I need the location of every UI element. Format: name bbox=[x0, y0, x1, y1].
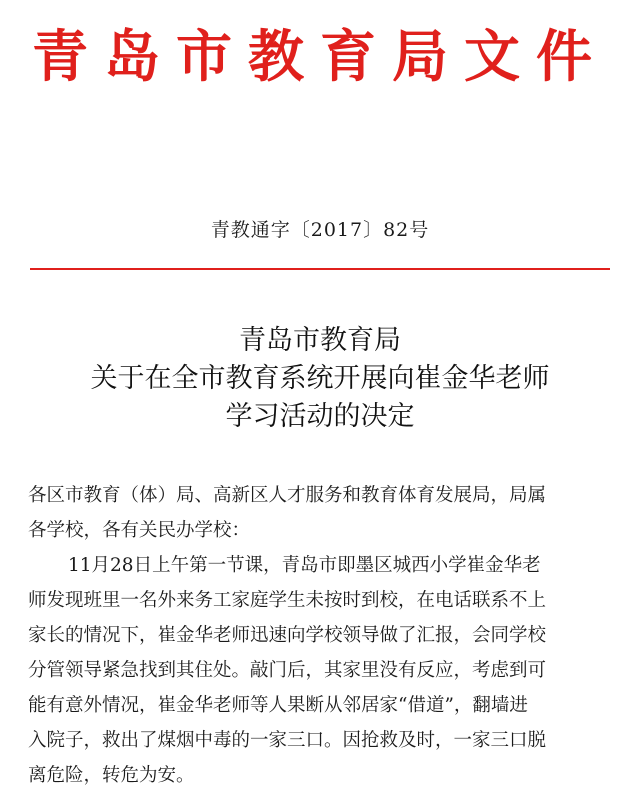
addressee-line: 各学校，各有关民办学校： bbox=[28, 520, 251, 541]
paragraph-line: 入院子，救出了煤烟中毒的一家三口。因抢救及时，一家三口脱 bbox=[28, 730, 547, 751]
paragraph-line: 分管领导紧急找到其住处。敲门后，其家里没有反应，考虑到可 bbox=[28, 660, 547, 681]
paragraph-line: 11月28日上午第一节课，青岛市即墨区城西小学崔金华老 bbox=[68, 555, 541, 576]
document-title bbox=[0, 322, 640, 436]
paragraph-line: 能有意外情况，崔金华老师等人果断从邻居家“借道”，翻墙进 bbox=[28, 695, 528, 716]
title-line-issuer: 青岛市教育局 bbox=[239, 325, 401, 356]
title-line-subject: 关于在全市教育系统开展向崔金华老师 bbox=[90, 363, 550, 394]
document-number: 青教通字〔2017〕82号 bbox=[210, 219, 430, 241]
paragraph-line: 离危险，转危为安。 bbox=[28, 765, 195, 786]
document-header-title: 青岛市教育局文件 bbox=[32, 25, 608, 90]
red-divider-line bbox=[30, 268, 610, 270]
document-body bbox=[28, 478, 616, 793]
title-line-decision: 学习活动的决定 bbox=[225, 401, 415, 432]
paragraph-line: 家长的情况下，崔金华老师迅速向学校领导做了汇报，会同学校 bbox=[28, 625, 547, 646]
addressee-line: 各区市教育（体）局、高新区人才服务和教育体育发展局，局属 bbox=[28, 485, 547, 506]
paragraph-line: 师发现班里一名外来务工家庭学生未按时到校，在电话联系不上 bbox=[28, 590, 547, 611]
